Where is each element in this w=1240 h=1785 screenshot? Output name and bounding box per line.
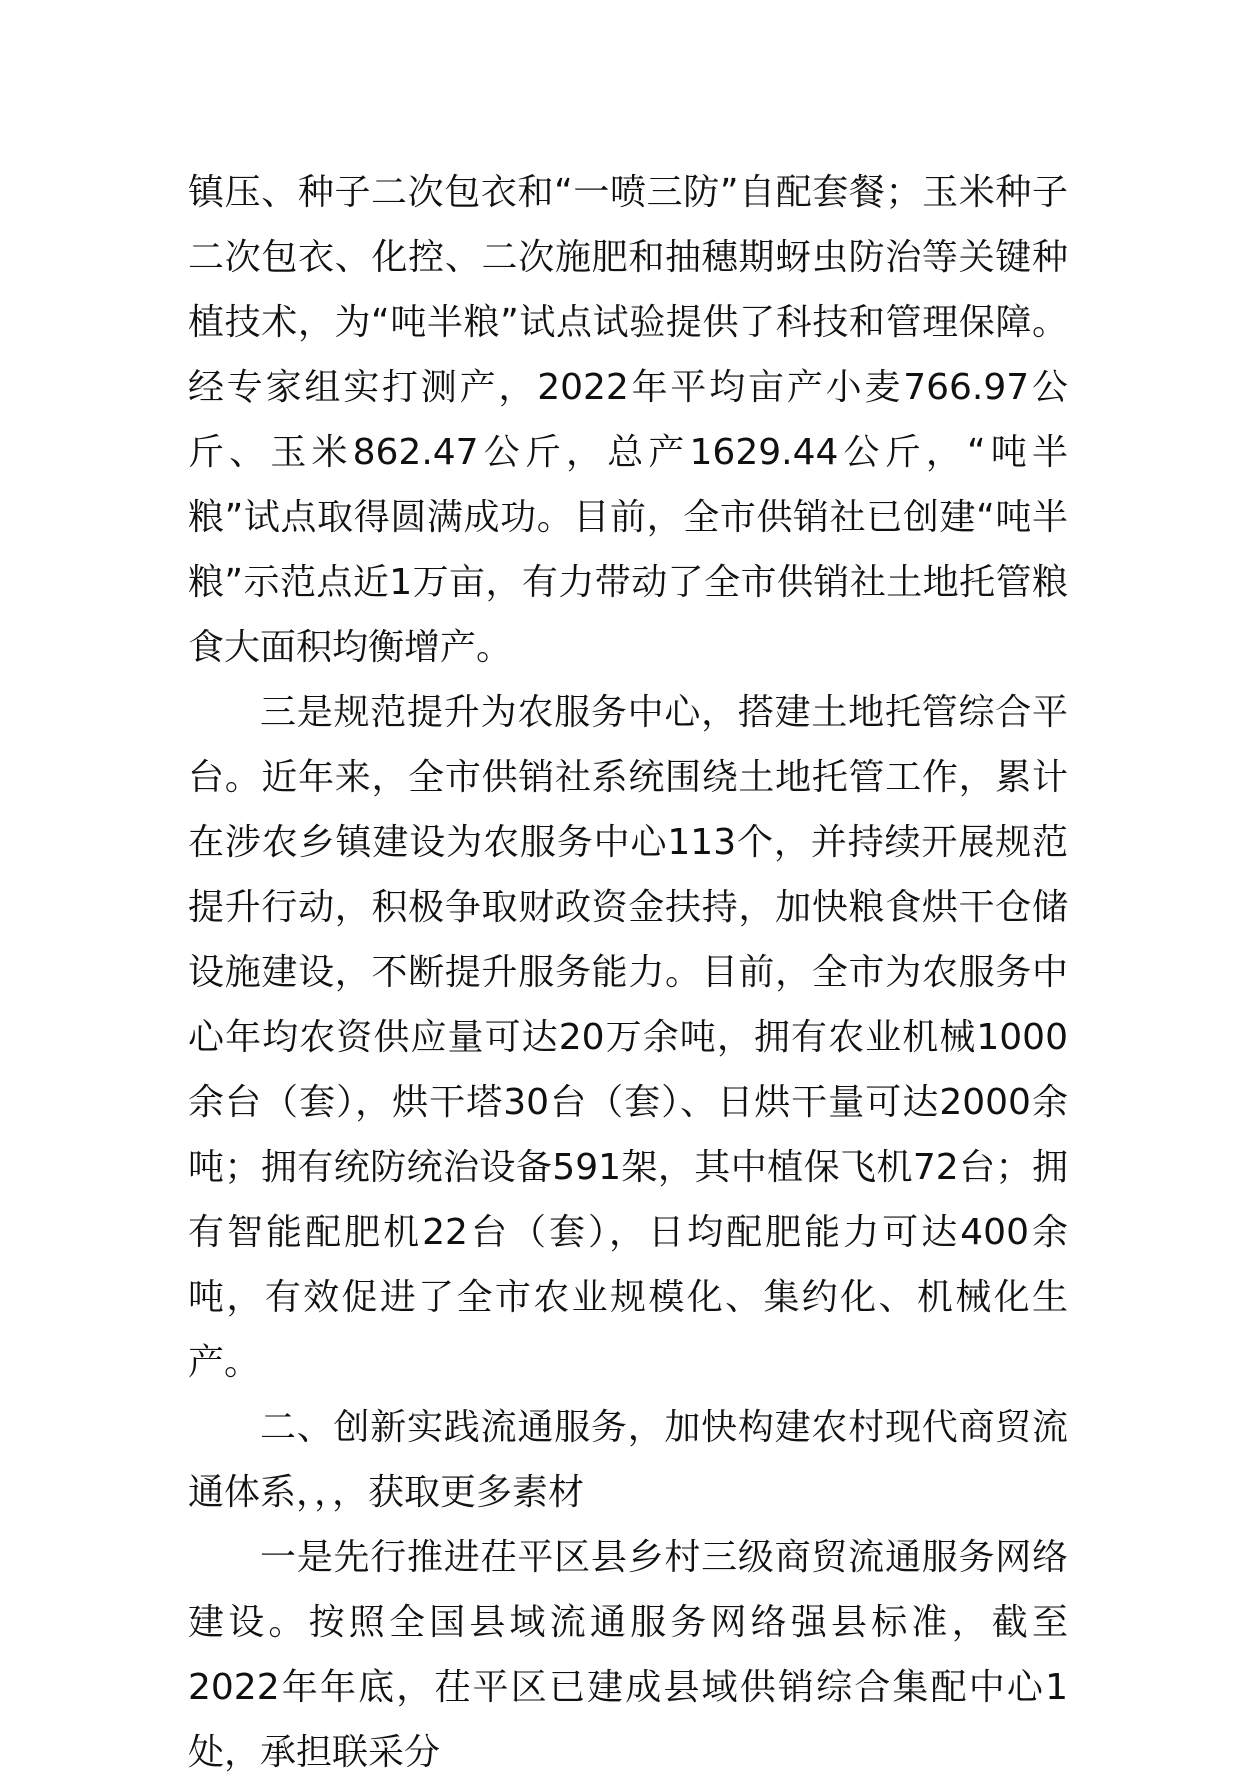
paragraph-service-center: 三是规范提升为农服务中心，搭建土地托管综合平台。近年来，全市供销社系统围绕土地托管工作，累计在涉农乡镇建设为农服务中心113个，并持续开展规范提升行动，积极争取财政资金扶持，加快粮食烘干仓储设施建设，不断提升服务能力。目前，全市为农服务中心年均农资供应量可达20万余吨，拥有农业机械1000余台（套），烘干塔30台（套）、日烘干量可达2000余吨；拥有统防统治设备591架，其中植保飞机72台；拥有智能配肥机22台（套），日均配肥能力可达400余吨，有效促进了全市农业规模化、集约化、机械化生产。 [188,692,1068,1383]
paragraph-chiping: 一是先行推进茌平区县乡村三级商贸流通服务网络建设。按照全国县域流通服务网络强县标准，截至2022年年底，茌平区已建成县域供销综合集配中心1处，承担联采分 [188,1537,1068,1773]
paragraph-continuation: 镇压、种子二次包衣和“一喷三防”自配套餐；玉米种子二次包衣、化控、二次施肥和抽穗期蚜虫防治等关键种植技术，为“吨半粮”试点试验提供了科技和管理保障。经专家组实打测产，2022年平均亩产小麦766.97公斤、玉米862.47公斤，总产1629.44公斤，“吨半粮”试点取得圆满成功。目前，全市供销社已创建“吨半粮”示范点近1万亩，有力带动了全市供销社土地托管粮食大面积均衡增产。 [188,172,1068,668]
section-heading: 二、创新实践流通服务，加快构建农村现代商贸流通体系，，，获取更多素材 [188,1407,1068,1513]
document-body [188,160,1068,1785]
